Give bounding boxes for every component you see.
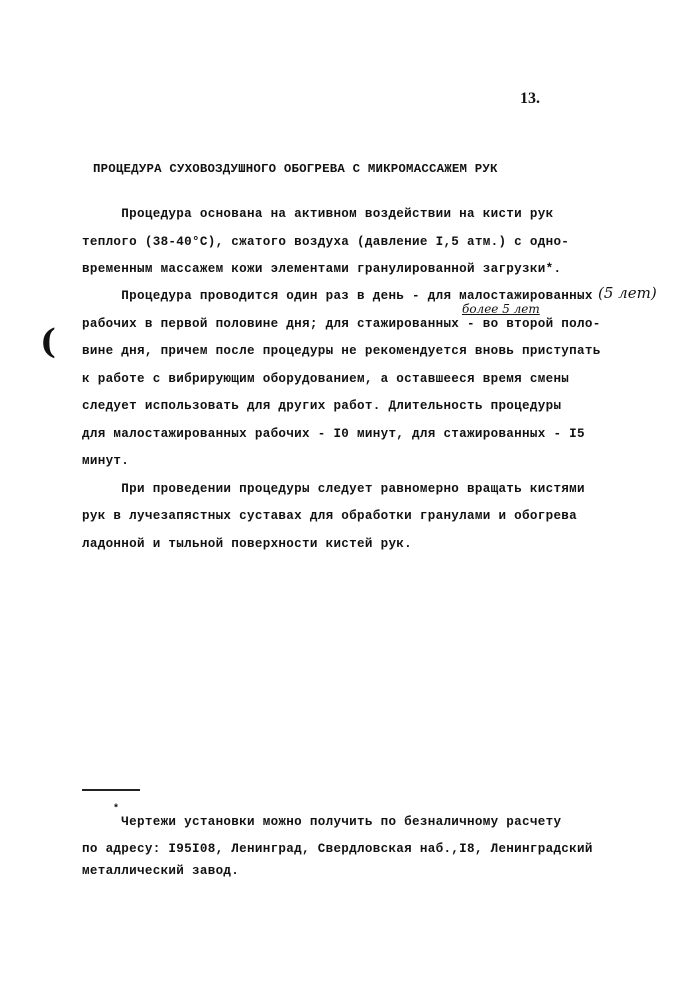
footnote-line-1: Чертежи установки можно получить по безналичному расчету [82, 815, 562, 829]
paragraph-2-line-5: следует использовать для других работ. Длительность процедуры [82, 399, 562, 413]
paragraph-2-line-1: Процедура проводится один раз в день - для малостажированных [82, 289, 593, 303]
page-number: 13. [520, 90, 540, 107]
footnote-marker: * [113, 804, 120, 815]
paragraph-1-line-2: теплого (38-40°С), сжатого воздуха (давление I,5 атм.) с одно- [82, 235, 570, 249]
paragraph-2-line-3: вине дня, причем после процедуры не рекомендуется вновь приступать [82, 344, 601, 358]
handwritten-bracket: ( [40, 322, 57, 362]
paragraph-2-line-7: минут. [82, 454, 130, 468]
paragraph-2-line-4: к работе с вибрирующим оборудованием, а оставшееся время смены [82, 372, 570, 386]
paragraph-3-line-3: ладонной и тыльной поверхности кистей рук. [82, 537, 413, 551]
handwritten-note-margin: (5 лет) [598, 284, 657, 302]
paragraph-1-line-3: временным массажем кожи элементами гранулированной загрузки*. [82, 262, 562, 276]
paragraph-1-line-1: Процедура основана на активном воздействии на кисти рук [82, 207, 554, 221]
footnote-line-3: металлический завод. [82, 864, 240, 878]
paragraph-2-line-6: для малостажированных рабочих - I0 минут, для стажированных - I5 [82, 427, 585, 441]
paragraph-3-line-2: рук в лучезапястных суставах для обработки гранулами и обогрева [82, 509, 578, 523]
paragraph-3-line-1: При проведении процедуры следует равномерно вращать кистями [82, 482, 585, 496]
paragraph-2-line-2: рабочих в первой половине дня; для стажированных - во второй поло- [82, 317, 601, 331]
footnote-line-2: по адресу: I95I08, Ленинград, Свердловская наб.,I8, Ленинградский [82, 842, 593, 856]
document-title: ПРОЦЕДУРА СУХОВОЗДУШНОГО ОБОГРЕВА С МИКРОМАССАЖЕМ РУК [93, 162, 498, 176]
handwritten-note-insert: более 5 лет [462, 302, 540, 316]
footnote-divider [82, 789, 140, 791]
